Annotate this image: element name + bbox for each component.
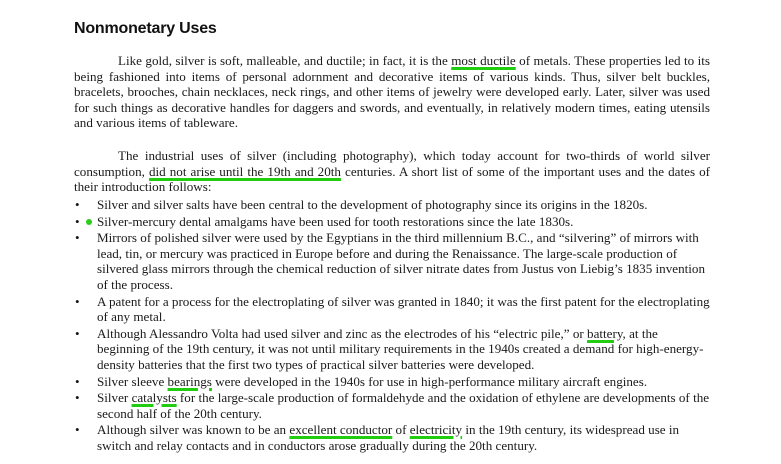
list-item-text: Silver and silver salts have been central to the development of photography since its origins in the 1820s. [97,197,648,212]
list-item [74,197,710,213]
paragraph-1-text-b: of metals. These properties led to its being fashioned into items of personal adornment and decorative items of various kinds. Thus, silver belt buckles, bracelets, brooches, chain necklaces, neck rings, and other items of jewelry were developed early. Later, silver was used for such things as decorative handles for daggers and swords, and eventually, in relatively modern times, eating utensils and various items of tableware. [74,53,711,131]
list-item [74,214,710,230]
green-annotation-dot-icon [86,219,92,225]
list-item-text: Silver-mercury dental amalgams have been used for tooth restorations since the late 1830s. [97,213,574,229]
paragraph-1 [74,53,710,131]
list-item-text-a: Silver sleeve [97,373,168,389]
list-item [74,422,710,453]
list-item-text-b: , at the beginning of the 19th century, it was not until military requirements in the 1940s created a demand for high-energy-density batteries that the first two types of practical silver batteries were developed. [97,325,704,372]
list-item [74,230,710,292]
list-item-text-a: Silver [97,390,132,406]
list-item [74,294,710,325]
bullet-icon: • [75,373,80,389]
highlight-excellent-conductor: excellent conductor [289,422,393,438]
paragraph-1-text-a: Like gold, silver is soft, malleable, and ductile; in fact, it is the [118,53,452,68]
bullet-icon: • [75,422,80,438]
list-item-text-b: for the large-scale production of formaldehyde and the oxidation of ethylene are developments of the second half of the 20th century. [97,390,710,421]
list-item-text: Mirrors of polished silver were used by the Egyptians in the third millennium B.C., and “silvering” of mirrors with lead, tin, or mercury was practiced in Europe before and during the Renaissance. The large-scale production of silvered glass mirrors through the chemical reduction of silver nitrate dates from Justus von Liebig’s 1835 invention of the process. [97,230,706,292]
paragraph-2-text-b: centuries. A short list of some of the important uses and the dates of their introduction follows: [74,163,710,195]
list-item [74,390,710,421]
highlight-catalysts: catalysts [131,390,177,406]
bullet-icon: • [75,230,80,246]
paragraph-2 [74,148,710,195]
highlight-battery: battery [587,325,623,341]
list-item [74,326,710,373]
bullet-icon: • [75,325,80,341]
list-item-text-b: were developed in the 1940s for use in high-performance military aircraft engines. [211,373,648,389]
list-item-text-b: in the 19th century, its widespread use in switch and relay contacts and in conductors arose gradually during the 20th century. [97,422,680,453]
list-item-text-a: Although Alessandro Volta had used silver and zinc as the electrodes of his “electric pile,” or [97,325,588,341]
highlight-bearings: bearings [167,373,212,389]
list-item-text: A patent for a process for the electroplating of silver was granted in 1840; it was the first patent for the electroplating of any metal. [97,293,710,325]
highlight-most-ductile: most ductile [451,53,516,68]
list-item [74,374,710,390]
section-heading: Nonmonetary Uses [74,20,217,37]
bullet-icon: • [75,293,80,309]
bullet-icon: • [75,213,80,229]
list-item-text-a: Although silver was known to be an [97,422,290,438]
paragraph-2-text-a: The industrial uses of silver (including photography), which today account for two-thirds of world silver consumption, [74,148,710,179]
bullet-icon: • [75,390,80,406]
highlight-electricity: electricity [409,422,463,438]
highlight-19th-20th: did not arise until the 19th and 20th [148,163,341,179]
list-item-text-mid: of [392,422,410,438]
uses-list [74,197,710,455]
bullet-icon: • [75,197,80,212]
